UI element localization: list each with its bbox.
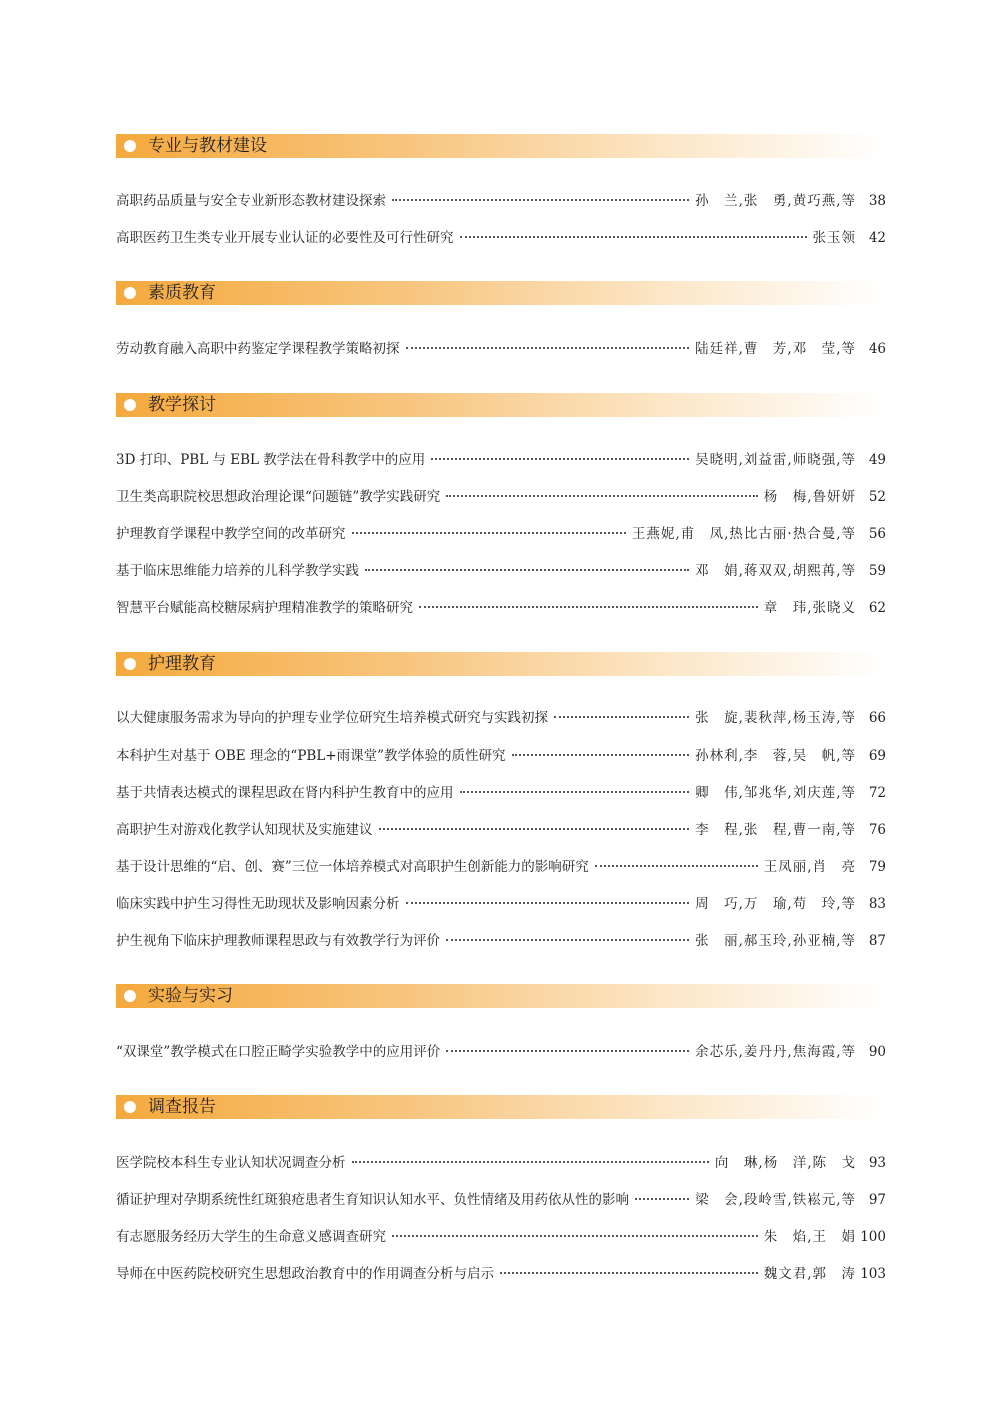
entry-page-number: 100	[860, 1229, 886, 1245]
entry-page-number: 97	[868, 1192, 886, 1208]
section-title: 调查报告	[148, 1097, 216, 1117]
section-header	[116, 134, 884, 158]
entry-page-number: 38	[868, 193, 886, 209]
entry-authors: 杨 梅,鲁妍妍	[763, 489, 856, 505]
entry-authors: 魏文君,郭 涛	[763, 1266, 856, 1282]
entry-title: 高职药品质量与安全专业新形态教材建设探索	[116, 193, 386, 209]
section-header	[116, 1095, 884, 1119]
entry-title: 高职医药卫生类专业开展专业认证的必要性及可行性研究	[116, 230, 454, 246]
entry-page-number: 49	[868, 452, 886, 468]
entry-page-number: 52	[868, 489, 886, 505]
entry-title: 临床实践中护生习得性无助现状及影响因素分析	[116, 896, 400, 912]
toc-entry[interactable]	[116, 1041, 886, 1063]
toc-entry[interactable]	[116, 560, 886, 582]
section-header	[116, 281, 884, 305]
entry-title: 护理教育学课程中教学空间的改革研究	[116, 526, 346, 542]
dot-leader	[460, 236, 807, 238]
section-title: 素质教育	[148, 283, 216, 303]
section-header	[116, 652, 884, 676]
dot-leader	[460, 791, 690, 793]
entry-title: 基于设计思维的“启、创、赛”三位一体培养模式对高职护生创新能力的影响研究	[116, 859, 589, 875]
bullet-icon	[124, 658, 136, 670]
toc-entry[interactable]	[116, 486, 886, 508]
entry-title: 护生视角下临床护理教师课程思政与有效教学行为评价	[116, 933, 440, 949]
entry-title: 高职护生对游戏化教学认知现状及实施建议	[116, 822, 373, 838]
section-header	[116, 393, 884, 417]
toc-entry[interactable]	[116, 597, 886, 619]
toc-entry[interactable]	[116, 930, 886, 952]
entry-authors: 王燕妮,甫 凤,热比古丽·热合曼,等	[631, 526, 856, 542]
dot-leader	[392, 199, 689, 201]
bullet-icon	[124, 140, 136, 152]
entry-title: 智慧平台赋能高校糖尿病护理精准教学的策略研究	[116, 600, 413, 616]
toc-entry[interactable]	[116, 1152, 886, 1174]
dot-leader	[595, 865, 758, 867]
entry-authors: 周 巧,万 瑜,苟 玲,等	[695, 896, 856, 912]
section-title: 实验与实习	[148, 986, 233, 1006]
dot-leader	[352, 1161, 709, 1163]
entry-page-number: 46	[868, 341, 886, 357]
toc-entry[interactable]	[116, 227, 886, 249]
toc-entry[interactable]	[116, 190, 886, 212]
entry-authors: 吴晓明,刘益雷,师晓强,等	[695, 452, 856, 468]
entry-title: 有志愿服务经历大学生的生命意义感调查研究	[116, 1229, 386, 1245]
entry-authors: 孙林利,李 蓉,吴 帆,等	[695, 748, 856, 764]
entry-authors: 李 程,张 程,曹一南,等	[695, 822, 856, 838]
entry-page-number: 56	[868, 526, 886, 542]
entry-authors: 张 丽,郝玉玲,孙亚楠,等	[695, 933, 856, 949]
entry-page-number: 103	[860, 1266, 886, 1282]
entry-title: 医学院校本科生专业认知状况调查分析	[116, 1155, 346, 1171]
dot-leader	[406, 902, 690, 904]
entry-authors: 邓 娟,蒋双双,胡熙苒,等	[695, 563, 856, 579]
entry-authors: 朱 焰,王 娟	[763, 1229, 856, 1245]
toc-entry[interactable]	[116, 819, 886, 841]
entry-page-number: 79	[868, 859, 886, 875]
toc-entry[interactable]	[116, 707, 886, 729]
entry-page-number: 90	[868, 1044, 886, 1060]
entry-title: 基于共情表达模式的课程思政在肾内科护生教育中的应用	[116, 785, 454, 801]
entry-page-number: 59	[868, 563, 886, 579]
entry-page-number: 62	[868, 600, 886, 616]
section-title: 护理教育	[148, 654, 216, 674]
section-title: 教学探讨	[148, 395, 216, 415]
entry-title: 导师在中医药院校研究生思想政治教育中的作用调查分析与启示	[116, 1266, 494, 1282]
bullet-icon	[124, 287, 136, 299]
entry-page-number: 76	[868, 822, 886, 838]
dot-leader	[554, 716, 689, 718]
toc-entry[interactable]	[116, 338, 886, 360]
entry-title: 循证护理对孕期系统性红斑狼疮患者生育知识认知水平、负性情绪及用药依从性的影响	[116, 1192, 629, 1208]
entry-title: 3D 打印、PBL 与 EBL 教学法在骨科教学中的应用	[116, 452, 426, 468]
dot-leader	[365, 569, 689, 571]
dot-leader	[512, 754, 690, 756]
entry-authors: 余芯乐,姜丹丹,焦海霞,等	[695, 1044, 856, 1060]
bullet-icon	[124, 990, 136, 1002]
dot-leader	[406, 347, 690, 349]
toc-entry[interactable]	[116, 856, 886, 878]
entry-page-number: 87	[868, 933, 886, 949]
toc-entry[interactable]	[116, 745, 886, 767]
dot-leader	[635, 1198, 689, 1200]
toc-entry[interactable]	[116, 782, 886, 804]
dot-leader	[379, 828, 690, 830]
entry-authors: 章 玮,张晓义	[763, 600, 856, 616]
dot-leader	[500, 1272, 758, 1274]
entry-authors: 卿 伟,邹兆华,刘庆莲,等	[695, 785, 856, 801]
entry-title: 以大健康服务需求为导向的护理专业学位研究生培养模式研究与实践初探	[116, 710, 548, 726]
entry-authors: 梁 会,段岭雪,铁崧元,等	[695, 1192, 856, 1208]
entry-page-number: 72	[868, 785, 886, 801]
toc-entry[interactable]	[116, 1189, 886, 1211]
section-title: 专业与教材建设	[148, 136, 267, 156]
entry-page-number: 66	[868, 710, 886, 726]
dot-leader	[446, 1050, 689, 1052]
toc-entry[interactable]	[116, 893, 886, 915]
entry-authors: 张 旋,裴秋萍,杨玉涛,等	[695, 710, 856, 726]
entry-title: “双课堂”教学模式在口腔正畸学实验教学中的应用评价	[116, 1044, 441, 1060]
entry-title: 卫生类高职院校思想政治理论课“问题链”教学实践研究	[116, 489, 441, 505]
dot-leader	[352, 532, 626, 534]
toc-entry[interactable]	[116, 1263, 886, 1285]
dot-leader	[446, 939, 689, 941]
dot-leader	[431, 458, 689, 460]
entry-title: 本科护生对基于 OBE 理念的“PBL+雨课堂”教学体验的质性研究	[116, 748, 506, 764]
toc-entry[interactable]	[116, 449, 886, 471]
toc-entry[interactable]	[116, 523, 886, 545]
entry-page-number: 42	[868, 230, 886, 246]
toc-entry[interactable]	[116, 1226, 886, 1248]
section-header	[116, 984, 884, 1008]
entry-authors: 孙 兰,张 勇,黄巧燕,等	[695, 193, 856, 209]
entry-page-number: 83	[868, 896, 886, 912]
entry-authors: 张玉领	[812, 230, 856, 246]
entry-title: 劳动教育融入高职中药鉴定学课程教学策略初探	[116, 341, 400, 357]
bullet-icon	[124, 1101, 136, 1113]
entry-authors: 王凤丽,肖 亮	[763, 859, 856, 875]
entry-page-number: 69	[868, 748, 886, 764]
dot-leader	[446, 495, 757, 497]
entry-title: 基于临床思维能力培养的儿科学教学实践	[116, 563, 359, 579]
entry-page-number: 93	[868, 1155, 886, 1171]
bullet-icon	[124, 399, 136, 411]
dot-leader	[419, 606, 758, 608]
dot-leader	[392, 1235, 758, 1237]
entry-authors: 向 琳,杨 洋,陈 戈	[714, 1155, 856, 1171]
entry-authors: 陆廷祥,曹 芳,邓 莹,等	[695, 341, 856, 357]
